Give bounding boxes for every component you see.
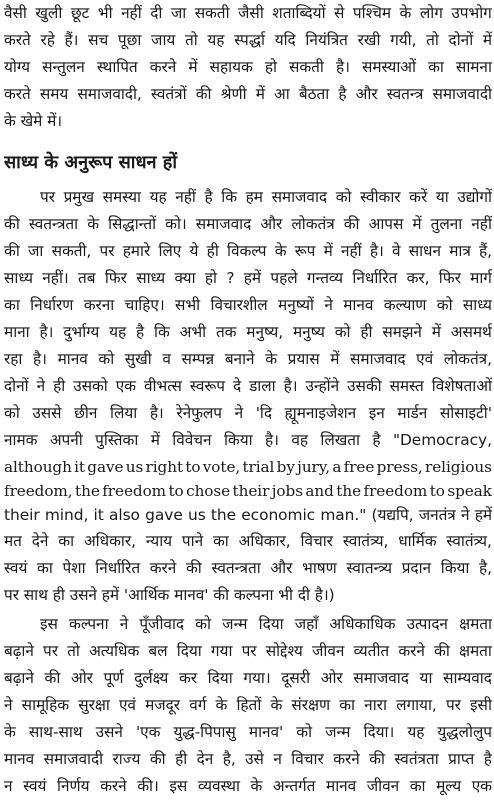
text-line: इस कल्पना ने पूँजीवाद को जन्म दिया जहाँ अधिकाधिक उत्पादन क्षमता — [40, 615, 492, 633]
book-page — [4, 0, 492, 800]
text-line: योग्य सन्तुलन स्थापित करने में सहायक हो सकती है। समस्याओं का सामना — [4, 58, 492, 76]
text-line: नामक अपनी पुस्तिका में विवेचन किया है। वह लिखता है "Democracy, — [4, 431, 492, 449]
text-line: को उससे छीन लिया है। रेनेफुलप ने 'दि ह्यूमनाइजेशन इन मार्डन सोसाइटी' — [4, 404, 492, 422]
text-line: की जा सकती, पर हमारे लिए ये ही विकल्प के रूप में नहीं है। वे साधन मात्र हैं, — [4, 242, 492, 260]
text-line: के खेमे में। — [4, 112, 63, 130]
text-line: बढ़ाने की ओर पूर्ण दुर्लक्ष्य कर दिया गया। दूसरी ओर समाजवाद या साम्यवाद — [4, 669, 492, 687]
text-line: का निर्धारण करना चाहिए। सभी विचारशील मनुष्यों ने मानव कल्याण को साध्य — [4, 296, 492, 314]
text-line: साध्य नहीं। तब फिर साध्य क्या हो ? हमें पहले गन्तव्य निर्धारित कर, फिर मार्ग — [4, 269, 492, 287]
text-line: रहा है। मानव को सुखी व सम्पन्न बनाने के प्रयास में समाजवाद एवं लोकतंत्र, — [4, 350, 492, 368]
text-line: के साथ-साथ उसने 'एक युद्ध-पिपासु मानव' को जन्म दिया। यह युद्धलोलुप — [4, 723, 492, 741]
section-heading: साध्य के अनुरूप साधन हों — [4, 152, 177, 173]
text-line: न स्वयं निर्णय करने की। इस व्यवस्था के अन्तर्गत मानव जीवन का मूल्य एक — [4, 777, 492, 795]
text-line: freedom, the freedom to chose their jobs and the freedom to speak — [4, 482, 492, 500]
text-line: वैसी खुली छूट भी नहीं दी जा सकती जैसी शताब्दियों से पश्चिम के लोग उपभोग — [4, 4, 492, 22]
text-line: their mind, it also gave us the economic man." (यद्यपि, जनतंत्र ने हमें — [4, 506, 492, 524]
text-line: करते समय समाजवादी, स्वतंत्रों की श्रेणी में आ बैठता है और स्वतन्त्र समाजवादी — [4, 85, 492, 103]
text-line: मानव समाजवादी राज्य की ही देन है, उसे न विचार करने की स्वतंत्रता प्राप्त है — [4, 750, 492, 768]
text-line: ने सामूहिक सुरक्षा एवं मजदूर वर्ग के हितों के संरक्षण का नारा लगाया, पर इसी — [4, 696, 492, 714]
text-line: माना है। दुर्भाग्य यह है कि अभी तक मनुष्य, मनुष्य को ही समझने में असमर्थ — [4, 323, 492, 341]
text-line: मत देने का अधिकार, न्याय पाने का अधिकार, विचार स्वातंत्र्य, धार्मिक स्वातंत्र्य, — [4, 532, 492, 550]
text-line: करते रहे हैं। सच पूछा जाय तो यह स्पर्द्धा यदि नियंत्रित रखी गयी, तो दोनों में — [4, 31, 492, 49]
text-line: बढ़ाने पर तो अत्यधिक बल दिया गया पर सोद्देश्य जीवन व्यतीत करने की क्षमता — [4, 642, 492, 660]
text-line: पर प्रमुख समस्या यह नहीं है कि हम समाजवाद को स्वीकार करें या उद्योगों — [40, 188, 492, 206]
text-line: स्वयं का पेशा निर्धारित करने की स्वतन्त्रता और भाषण स्वातन्त्र्य प्रदान किया है, — [4, 559, 492, 577]
text-line: पर साथ ही उसने हमें 'आर्थिक मानव' की कल्पना भी दी है।) — [4, 586, 335, 604]
text-line: although it gave us right to vote, trial by jury, a free press, religious — [4, 458, 492, 476]
text-line: दोनों ने ही उसको एक वीभत्स स्वरूप दे डाला है। उन्होंने उसकी समस्त विशेषताओं — [4, 377, 492, 395]
text-line: की स्वतन्त्रता के सिद्धान्तों को। समाजवाद और लोकतंत्र की आपस में तुलना नहीं — [4, 215, 492, 233]
